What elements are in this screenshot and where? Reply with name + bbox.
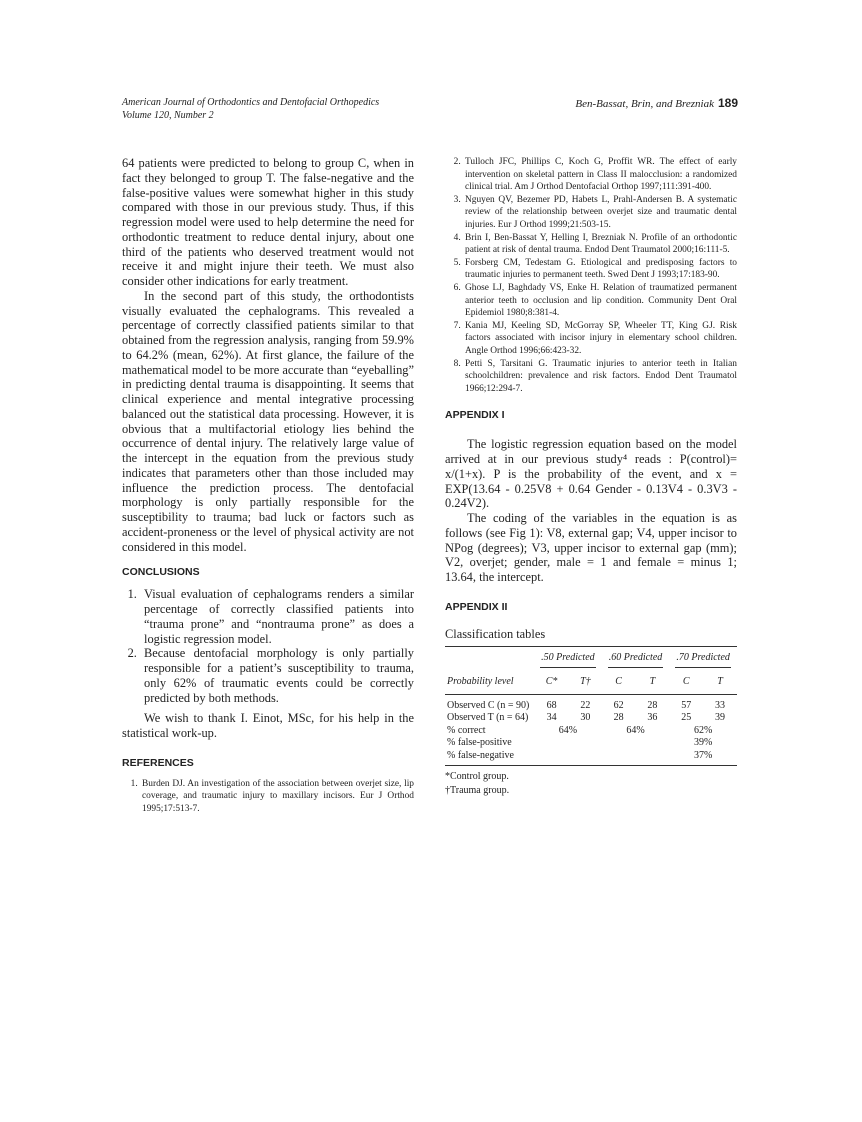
reference-item: 3. Nguyen QV, Bezemer PD, Habets L, Prahl-Andersen B. A systematic review of the relationship between overjet size and traumatic dental injuries. Eur J Orthod 1999;21:503-15. (463, 194, 737, 232)
subcol-header: C (602, 668, 636, 694)
subcol-header: T (703, 668, 737, 694)
page-number: 189 (717, 96, 738, 110)
footnote: *Control group. (445, 771, 509, 783)
running-header-journal (122, 96, 379, 122)
group-header: .70 Predicted (675, 652, 731, 669)
row-label: % correct (447, 724, 486, 736)
authors: Ben-Bassat, Brin, and Brezniak (575, 98, 714, 110)
cell: 25 (681, 712, 692, 724)
subcol-header: C* (534, 668, 569, 694)
volume-number: Volume 120, Number 2 (122, 110, 214, 121)
conclusions-list (122, 587, 414, 705)
table-row (445, 725, 737, 738)
cell: 28 (613, 712, 624, 724)
running-header-authors (575, 96, 738, 110)
footnote: †Trauma group. (445, 785, 510, 797)
cell: 36 (647, 712, 658, 724)
cell: 22 (580, 699, 591, 711)
reference-item: 7. Kania MJ, Keeling SD, McGorray SP, Wheeler TT, King GJ. Risk factors associated with incisor injury in elementary school children. Angle Orthod 1996;66:423-32. (463, 320, 737, 358)
cell: 39% (693, 737, 713, 749)
cell: 57 (681, 699, 692, 711)
conclusions-heading: CONCLUSIONS (122, 566, 200, 579)
right-column (445, 156, 737, 798)
row-label: % false-negative (447, 749, 514, 761)
references-heading: REFERENCES (122, 756, 194, 769)
group-header: .50 Predicted (540, 652, 596, 669)
paragraph: 64 patients were predicted to belong to group C, when in fact they belonged to group T. The false-negative and the false-positive values were somewhat higher in this study compared with those in our previous study. Thus, if this regression model were used to help determine the need for orthodontic treatment to reduce dental injury, about one third of the patients who deserved treatment would not receive it and might injure their teeth. We must also consider other indications for early treatment. (122, 156, 414, 288)
acknowledgment: We wish to thank I. Einot, MSc, for his help in the statistical work-up. (122, 711, 414, 740)
references-list (122, 778, 414, 816)
appendix-2-heading: APPENDIX II (445, 600, 508, 613)
reference-item: 4. Brin I, Ben-Bassat Y, Helling I, Brezniak N. Profile of an orthodontic patient at risk of dental trauma. Endod Dent Traumatol 2000;16:111-5. (463, 232, 737, 257)
table-footnotes (445, 770, 737, 798)
reference-item: 1. Burden DJ. An investigation of the association between overjet size, lip coverage, and traumatic injury to maxillary incisors. Eur J Orthod 1995;17:513-7. (140, 778, 414, 816)
cell: 30 (580, 712, 591, 724)
reference-item: 6. Ghose LJ, Baghdady VS, Enke H. Relation of traumatized permanent anterior teeth to occlusion and lip condition. Community Dent Oral Epidemiol 1980;8:381-4. (463, 282, 737, 320)
subcol-header: T† (569, 668, 602, 694)
row-header: Probability level (445, 668, 534, 694)
conclusion-item: 2. Because dentofacial morphology is only partially responsible for a patient’s susceptibility to trauma, only 62% of traumatic events could be correctly predicted by both methods. (140, 646, 414, 705)
cell: 28 (647, 699, 658, 711)
row-label: Observed T (n = 64) (447, 712, 529, 724)
appendix-1-heading: APPENDIX I (445, 409, 505, 422)
reference-item: 8. Petti S, Tarsitani G. Traumatic injuries to anterior teeth in Italian schoolchildren: prevalence and risk factors. Endod Dent Traumatol 1966;12:294-7. (463, 358, 737, 396)
table-row (445, 737, 737, 750)
cell: 33 (715, 699, 726, 711)
cell: 37% (693, 749, 713, 761)
conclusion-item: 1. Visual evaluation of cephalograms renders a similar percentage of correctly classified patients into “trauma prone” and “nontrauma prone” as does a logistic regression model. (140, 587, 414, 646)
group-header: .60 Predicted (608, 652, 664, 669)
table-row (445, 694, 737, 712)
paragraph: The logistic regression equation based on the model arrived at in our previous study⁴ reads : P(control)= x/(1+x). P is the probability of the event, and x = EXP(13.64 - 0.25V8 + 0.64 Gender - 0.13V4 - 0.3V3 - 0.24V2). (445, 437, 737, 511)
classification-table (445, 646, 737, 767)
subcol-header: T (636, 668, 670, 694)
table-row (445, 750, 737, 766)
paragraph: The coding of the variables in the equation is as follows (see Fig 1): V8, external gap; V4, upper incisor to NPog (degrees); V3, upper incisor to external gap (mm); V2, overjet; gender, male = 1 and female = minus 1; 13.64, the intercept. (445, 511, 737, 585)
cell: 68 (546, 699, 557, 711)
reference-item: 5. Forsberg CM, Tedestam G. Etiological and predisposing factors to traumatic injuries to permanent teeth. Swed Dent J 1993;17:183-90. (463, 257, 737, 282)
left-column (122, 156, 414, 816)
cell: 62 (613, 699, 624, 711)
cell: 62% (693, 724, 713, 736)
cell: 39 (715, 712, 726, 724)
row-label: % false-positive (447, 737, 512, 749)
table-caption: Classification tables (445, 626, 546, 641)
subcol-header: C (669, 668, 703, 694)
reference-item: 2. Tulloch JFC, Phillips C, Koch G, Proffit WR. The effect of early intervention on skeletal pattern in Class II malocclusion: a randomized clinical trial. Am J Orthod Dentofacial Orthop 1997;111:391-400. (463, 156, 737, 194)
cell: 64% (558, 724, 578, 736)
journal-name: American Journal of Orthodontics and Dentofacial Orthopedics (122, 97, 380, 108)
references-list-continued (445, 156, 737, 395)
row-label: Observed C (n = 90) (447, 699, 530, 711)
cell: 64% (626, 724, 645, 736)
cell: 34 (546, 712, 557, 724)
table-row (445, 712, 737, 725)
paragraph: In the second part of this study, the orthodontists visually evaluated the cephalograms. This revealed a percentage of correctly classified patients similar to that obtained from the regression analysis, ranging from 59.9% to 64.2% (mean, 62%). At first glance, the failure of the mathematical model to be more accurate than “eyeballing” in predicting dental trauma is disappointing. It seems that clinical experience and mental integrative processing balanced out the statistical data processing. However, it is obvious that a multifactorial etiology lies behind the occurrence of dental injury. The relatively large value of the intercept in the equation from the previous study indicates that parameters other than those included may influence the prediction process. The dentofacial morphology is only partially responsible for the susceptibility to trauma; bad luck or factors such as accident-proneness or the level of physical activity are not considered in this model. (122, 288, 414, 554)
